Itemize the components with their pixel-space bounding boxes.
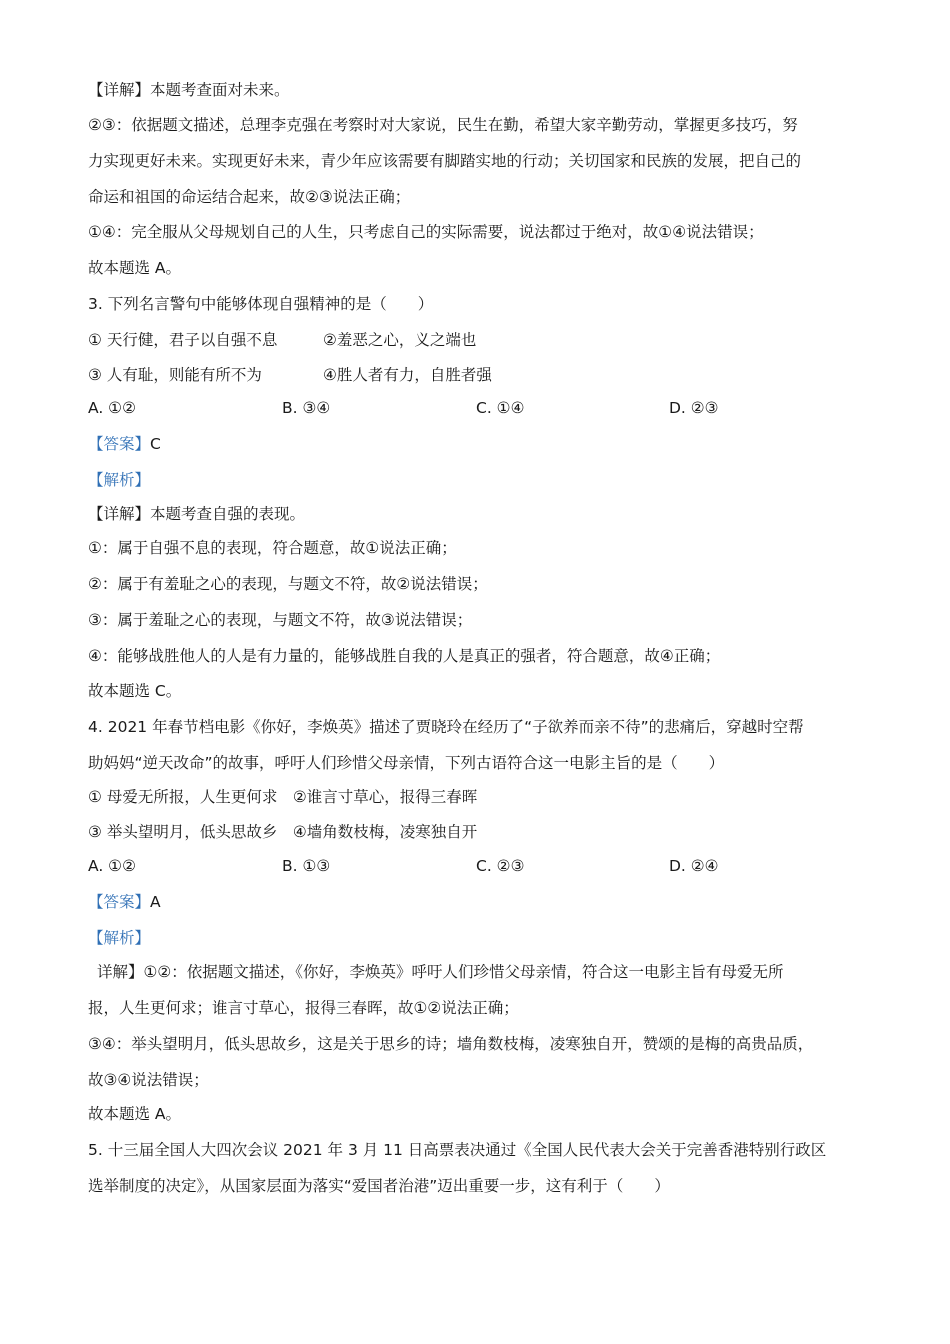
- q4-option-c: C. ②③: [476, 857, 525, 875]
- q3-explanation-line: ④：能够战胜他人的人是有力量的，能够战胜自我的人是真正的强者，符合题意，故④正确；: [88, 647, 721, 665]
- q4-explanation-line: ③④：举头望明月，低头思故乡，这是关于思乡的诗；墙角数枝梅，凌寒独自开，赞颂的是梅的高贵品质，: [88, 1035, 814, 1053]
- q4-analysis-tag: 【解析】: [88, 929, 151, 947]
- q3-explanation-line: ②：属于有羞耻之心的表现，与题文不符，故②说法错误；: [88, 575, 488, 593]
- q3-analysis-tag: 【解析】: [88, 471, 151, 489]
- q3-item: ③ 人有耻，则能有所不为: [88, 366, 262, 384]
- q3-item: ④胜人者有力，自胜者强: [323, 366, 492, 384]
- q4-option-a: A. ①②: [88, 857, 136, 875]
- q3-stem: 3. 下列名言警句中能够体现自强精神的是（ ）: [88, 295, 434, 313]
- q2-explanation-line: ②③：依据题文描述，总理李克强在考察时对大家说，民生在勤，希望大家辛勤劳动，掌握更多技巧，努: [88, 116, 798, 134]
- q3-item: ②羞恶之心，义之端也: [323, 331, 477, 349]
- q2-detail-line: 【详解】本题考查面对未来。: [88, 81, 290, 99]
- q4-stem: 助妈妈“逆天改命”的故事，呼吁人们珍惜父母亲情，下列古语符合这一电影主旨的是（ ）: [88, 754, 725, 772]
- q2-explanation-line: 力实现更好未来。实现更好未来，青少年应该需要有脚踏实地的行动；关切国家和民族的发展，把自己的: [88, 152, 802, 170]
- answer-value: A: [150, 893, 161, 911]
- answer-value: C: [150, 435, 161, 453]
- q4-conclusion: 故本题选 A。: [88, 1105, 182, 1123]
- q3-item: ① 天行健，君子以自强不息: [88, 331, 278, 349]
- answer-tag: 【答案】: [88, 435, 151, 453]
- q3-answer-line: [88, 434, 161, 454]
- q3-option-c: C. ①④: [476, 399, 525, 417]
- q3-option-a: A. ①②: [88, 399, 136, 417]
- q2-conclusion: 故本题选 A。: [88, 259, 182, 277]
- q4-explanation-line: 详解】①②：依据题文描述，《你好，李焕英》呼吁人们珍惜父母亲情，符合这一电影主旨有母爱无所: [97, 963, 784, 981]
- q4-explanation-line: 报，人生更何求；谁言寸草心，报得三春晖，故①②说法正确；: [88, 999, 519, 1017]
- q2-explanation-line: ①④：完全服从父母规划自己的人生，只考虑自己的实际需要，说法都过于绝对，故①④说法错误；: [88, 223, 764, 241]
- q5-stem: 5. 十三届全国人大四次会议 2021 年 3 月 11 日高票表决通过《全国人民代表大会关于完善香港特别行政区: [88, 1141, 827, 1159]
- q3-detail-line: 【详解】本题考查自强的表现。: [88, 505, 306, 523]
- q3-explanation-line: ①：属于自强不息的表现，符合题意，故①说法正确；: [88, 539, 457, 557]
- q3-explanation-line: ③：属于羞耻之心的表现，与题文不符，故③说法错误；: [88, 611, 473, 629]
- answer-tag: 【答案】: [88, 893, 151, 911]
- q3-option-b: B. ③④: [282, 399, 331, 417]
- q3-conclusion: 故本题选 C。: [88, 682, 182, 700]
- q4-item: ③ 举头望明月，低头思故乡 ④墙角数枝梅，凌寒独自开: [88, 823, 478, 841]
- q5-stem: 选举制度的决定》，从国家层面为落实“爱国者治港”迈出重要一步，这有利于（ ）: [88, 1177, 670, 1195]
- q4-explanation-line: 故③④说法错误；: [88, 1071, 209, 1089]
- q4-answer-line: [88, 892, 161, 912]
- q2-explanation-line: 命运和祖国的命运结合起来，故②③说法正确；: [88, 188, 411, 206]
- q3-option-d: D. ②③: [669, 399, 719, 417]
- q4-option-b: B. ①③: [282, 857, 331, 875]
- q4-stem: 4. 2021 年春节档电影《你好，李焕英》描述了贾晓玲在经历了“子欲养而亲不待”的悲痛后，穿越时空帮: [88, 718, 804, 736]
- q4-item: ① 母爱无所报，人生更何求 ②谁言寸草心，报得三春晖: [88, 788, 478, 806]
- q4-option-d: D. ②④: [669, 857, 719, 875]
